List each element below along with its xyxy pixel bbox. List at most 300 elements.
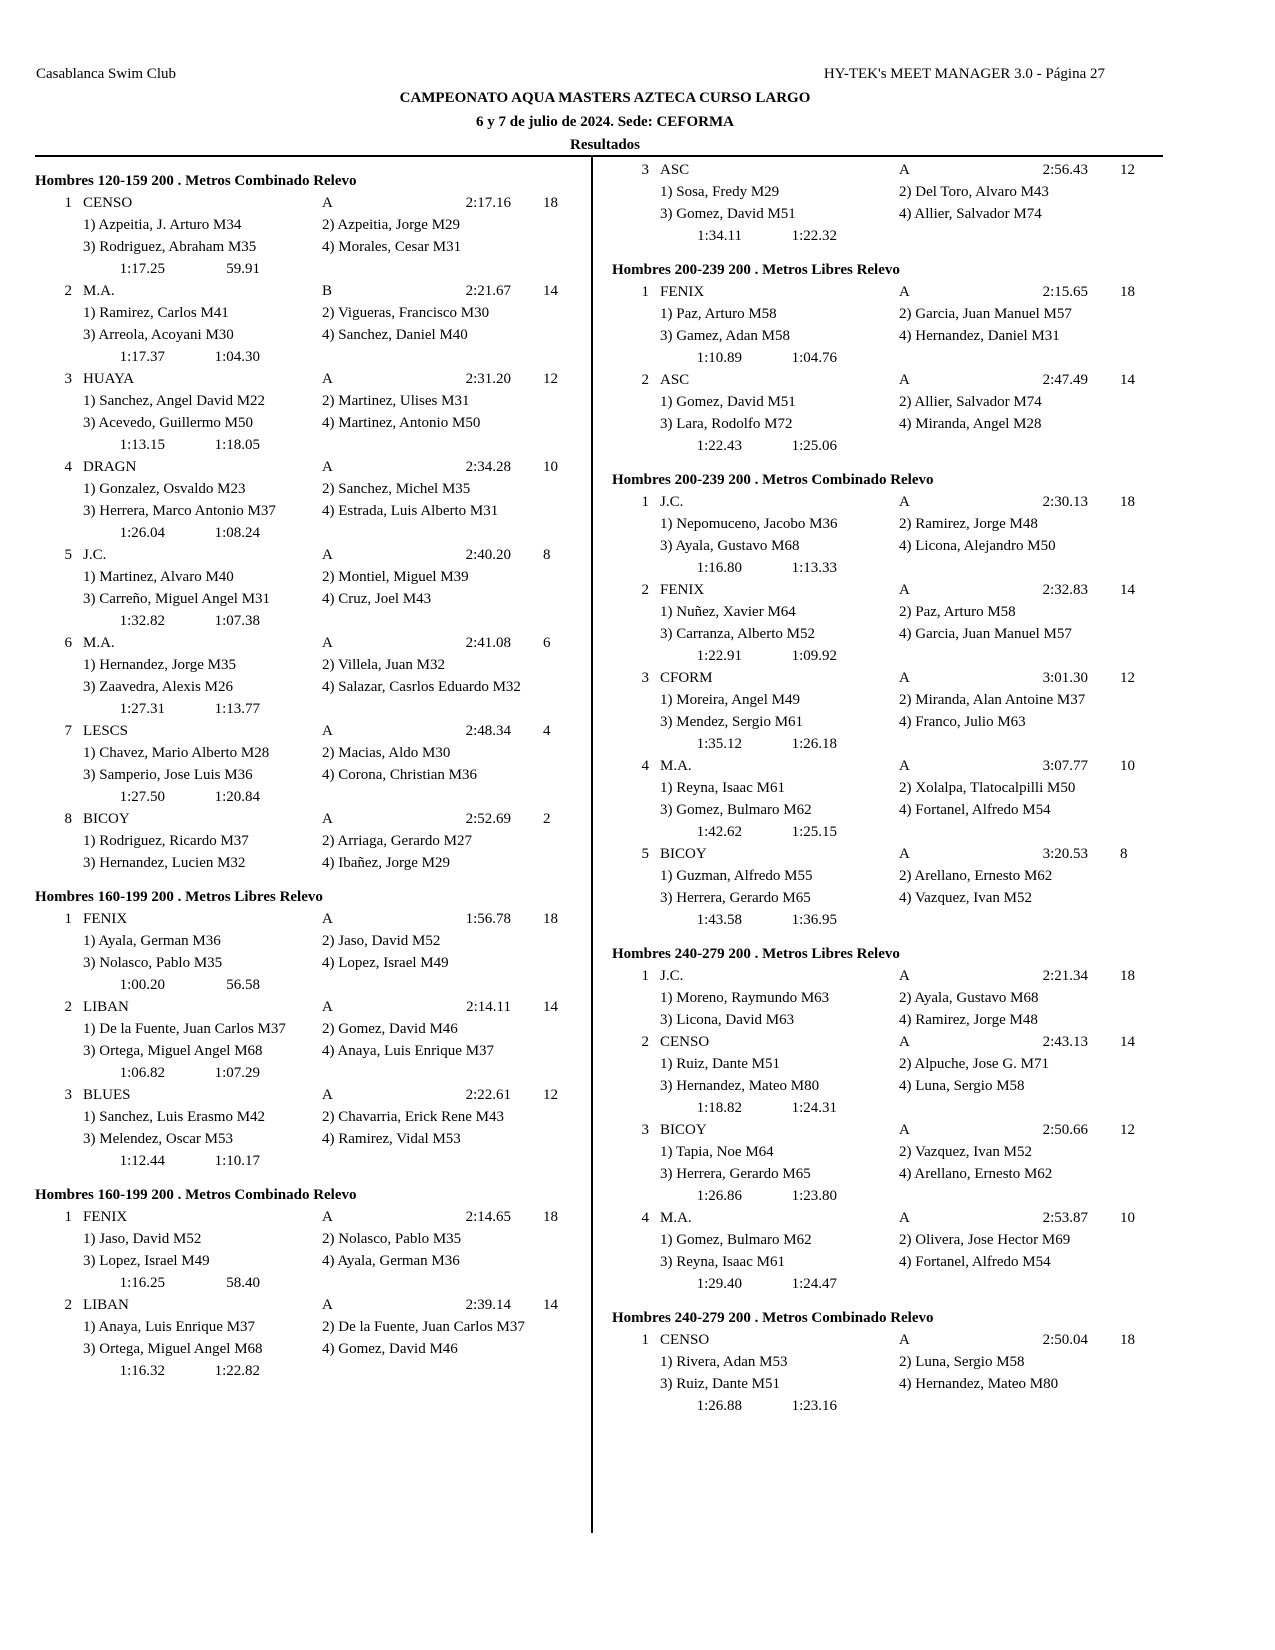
relay-points: 14 bbox=[543, 283, 558, 299]
splits-row bbox=[612, 1273, 1168, 1295]
swimmers-row bbox=[612, 711, 1168, 733]
relay-place: 3 bbox=[641, 670, 649, 686]
swimmers-row bbox=[35, 236, 591, 258]
swimmer-name: 1) Sanchez, Angel David M22 bbox=[83, 393, 266, 409]
relay-team: M.A. bbox=[83, 283, 115, 299]
swimmer-name: 2) Arriaga, Gerardo M27 bbox=[322, 833, 472, 849]
relay-points: 18 bbox=[543, 1209, 558, 1225]
swimmers-row bbox=[612, 1053, 1168, 1075]
relay-place: 2 bbox=[64, 283, 72, 299]
splits-row bbox=[612, 1395, 1168, 1417]
swimmer-name: 3) Rodriguez, Abraham M35 bbox=[83, 239, 257, 255]
relay-result-row bbox=[612, 491, 1168, 513]
swimmer-name: 2) Jaso, David M52 bbox=[322, 933, 441, 949]
swimmer-name: 1) Reyna, Isaac M61 bbox=[660, 780, 785, 796]
splits-row bbox=[35, 1272, 591, 1294]
swimmers-row bbox=[612, 689, 1168, 711]
relay-team: CENSO bbox=[660, 1332, 710, 1348]
swimmer-name: 2) Ramirez, Jorge M48 bbox=[899, 516, 1038, 532]
swimmer-name: 4) Salazar, Casrlos Eduardo M32 bbox=[322, 679, 521, 695]
swimmer-name: 3) Carreño, Miguel Angel M31 bbox=[83, 591, 271, 607]
swimmer-name: 3) Gomez, Bulmaro M62 bbox=[660, 802, 812, 818]
relay-relay: A bbox=[322, 547, 333, 563]
splits-row bbox=[35, 434, 591, 456]
swimmer-name: 3) Zaavedra, Alexis M26 bbox=[83, 679, 233, 695]
relay-result-row bbox=[35, 544, 591, 566]
swimmers-row bbox=[612, 777, 1168, 799]
relay-team: CFORM bbox=[660, 670, 713, 686]
swimmer-name: 1) De la Fuente, Juan Carlos M37 bbox=[83, 1021, 286, 1037]
swimmer-name: 3) Samperio, Jose Luis M36 bbox=[83, 767, 253, 783]
swimmers-row bbox=[612, 203, 1168, 225]
split-time: 1:12.44 bbox=[119, 1153, 165, 1169]
splits-row bbox=[612, 557, 1168, 579]
relay-relay: A bbox=[322, 911, 333, 927]
swimmers-row bbox=[35, 588, 591, 610]
swimmer-name: 2) Azpeitia, Jorge M29 bbox=[322, 217, 461, 233]
splits-row bbox=[35, 1150, 591, 1172]
split-time: 1:26.88 bbox=[696, 1398, 742, 1414]
split-time: 1:26.86 bbox=[696, 1188, 742, 1204]
split-time: 1:13.77 bbox=[214, 701, 260, 717]
split-time: 1:22.32 bbox=[791, 228, 837, 244]
swimmer-name: 1) Azpeitia, J. Arturo M34 bbox=[83, 217, 242, 233]
relay-relay: A bbox=[899, 968, 910, 984]
relay-time: 2:41.08 bbox=[465, 635, 511, 651]
relay-place: 3 bbox=[64, 371, 72, 387]
split-time: 1:16.80 bbox=[696, 560, 742, 576]
swimmer-name: 3) Ortega, Miguel Angel M68 bbox=[83, 1341, 263, 1357]
splits-row bbox=[612, 821, 1168, 843]
split-time: 1:16.32 bbox=[119, 1363, 165, 1379]
splits-row bbox=[612, 435, 1168, 457]
splits-row bbox=[35, 522, 591, 544]
swimmer-name: 1) Moreira, Angel M49 bbox=[660, 692, 800, 708]
swimmer-name: 1) Ayala, German M36 bbox=[83, 933, 221, 949]
swimmer-name: 4) Ayala, German M36 bbox=[322, 1253, 460, 1269]
relay-team: FENIX bbox=[83, 1209, 128, 1225]
splits-row bbox=[35, 786, 591, 808]
relay-place: 3 bbox=[641, 162, 649, 178]
swimmer-name: 3) Herrera, Gerardo M65 bbox=[660, 1166, 811, 1182]
swimmer-name: 4) Lopez, Israel M49 bbox=[322, 955, 449, 971]
swimmer-name: 4) Hernandez, Daniel M31 bbox=[899, 328, 1060, 344]
swimmer-name: 1) Sanchez, Luis Erasmo M42 bbox=[83, 1109, 266, 1125]
relay-result-row bbox=[612, 579, 1168, 601]
swimmer-name: 2) Miranda, Alan Antoine M37 bbox=[899, 692, 1086, 708]
swimmer-name: 2) Villela, Juan M32 bbox=[322, 657, 445, 673]
swimmer-name: 3) Licona, David M63 bbox=[660, 1012, 795, 1028]
column-divider bbox=[591, 156, 593, 1533]
swimmers-row bbox=[35, 1316, 591, 1338]
swimmers-row bbox=[612, 1351, 1168, 1373]
swimmer-name: 3) Nolasco, Pablo M35 bbox=[83, 955, 223, 971]
split-time: 1:18.05 bbox=[214, 437, 260, 453]
splits-row bbox=[612, 645, 1168, 667]
relay-relay: A bbox=[322, 371, 333, 387]
swimmer-name: 1) Tapia, Noe M64 bbox=[660, 1144, 774, 1160]
header-divider bbox=[35, 155, 1163, 157]
relay-relay: A bbox=[322, 1087, 333, 1103]
swimmer-name: 3) Melendez, Oscar M53 bbox=[83, 1131, 233, 1147]
relay-time: 2:30.13 bbox=[1042, 494, 1088, 510]
swimmers-row bbox=[612, 413, 1168, 435]
event-title: Hombres 240-279 200 . Metros Combinado Relevo bbox=[612, 1310, 934, 1326]
swimmers-row bbox=[35, 742, 591, 764]
swimmer-name: 1) Martinez, Alvaro M40 bbox=[83, 569, 234, 585]
split-time: 1:35.12 bbox=[696, 736, 742, 752]
swimmer-name: 4) Vazquez, Ivan M52 bbox=[899, 890, 1033, 906]
splits-row bbox=[612, 225, 1168, 247]
swimmers-row bbox=[612, 601, 1168, 623]
relay-time: 2:21.34 bbox=[1042, 968, 1088, 984]
split-time: 1:08.24 bbox=[214, 525, 260, 541]
relay-relay: A bbox=[899, 758, 910, 774]
relay-points: 2 bbox=[543, 811, 551, 827]
swimmer-name: 2) Montiel, Miguel M39 bbox=[322, 569, 469, 585]
swimmer-name: 1) Anaya, Luis Enrique M37 bbox=[83, 1319, 256, 1335]
swimmer-name: 1) Hernandez, Jorge M35 bbox=[83, 657, 237, 673]
splits-row bbox=[35, 1360, 591, 1382]
split-time: 1:10.89 bbox=[696, 350, 742, 366]
swimmers-row bbox=[35, 676, 591, 698]
relay-place: 1 bbox=[641, 968, 649, 984]
swimmer-name: 4) Anaya, Luis Enrique M37 bbox=[322, 1043, 495, 1059]
splits-row bbox=[35, 1062, 591, 1084]
swimmers-row bbox=[35, 1018, 591, 1040]
split-time: 1:43.58 bbox=[696, 912, 742, 928]
swimmers-row bbox=[35, 302, 591, 324]
relay-time: 2:32.83 bbox=[1042, 582, 1088, 598]
swimmers-row bbox=[612, 391, 1168, 413]
swimmer-name: 4) Fortanel, Alfredo M54 bbox=[899, 1254, 1051, 1270]
split-time: 1:17.25 bbox=[119, 261, 165, 277]
swimmer-name: 3) Reyna, Isaac M61 bbox=[660, 1254, 785, 1270]
swimmer-name: 2) Garcia, Juan Manuel M57 bbox=[899, 306, 1072, 322]
swimmer-name: 3) Lara, Rodolfo M72 bbox=[660, 416, 793, 432]
split-time: 1:26.04 bbox=[119, 525, 165, 541]
relay-result-row bbox=[35, 1206, 591, 1228]
swimmers-row bbox=[612, 865, 1168, 887]
swimmer-name: 1) Rodriguez, Ricardo M37 bbox=[83, 833, 249, 849]
splits-row bbox=[612, 347, 1168, 369]
relay-team: CENSO bbox=[83, 195, 133, 211]
relay-result-row bbox=[35, 1294, 591, 1316]
swimmer-name: 4) Gomez, David M46 bbox=[322, 1341, 458, 1357]
swimmers-row bbox=[35, 412, 591, 434]
relay-time: 2:14.11 bbox=[466, 999, 511, 1015]
results-column-right bbox=[612, 159, 1168, 1417]
relay-result-row bbox=[35, 996, 591, 1018]
relay-result-row bbox=[35, 456, 591, 478]
swimmer-name: 1) Ruiz, Dante M51 bbox=[660, 1056, 780, 1072]
relay-relay: A bbox=[899, 670, 910, 686]
relay-relay: A bbox=[899, 1034, 910, 1050]
split-time: 1:13.33 bbox=[791, 560, 837, 576]
relay-relay: A bbox=[322, 459, 333, 475]
split-time: 1:24.47 bbox=[791, 1276, 837, 1292]
relay-team: LIBAN bbox=[83, 1297, 129, 1313]
splits-row bbox=[35, 346, 591, 368]
relay-relay: A bbox=[322, 1209, 333, 1225]
relay-time: 2:48.34 bbox=[465, 723, 511, 739]
relay-points: 10 bbox=[1120, 1210, 1135, 1226]
relay-time: 2:40.20 bbox=[465, 547, 511, 563]
relay-relay: A bbox=[322, 999, 333, 1015]
relay-points: 8 bbox=[543, 547, 551, 563]
swimmer-name: 3) Arreola, Acoyani M30 bbox=[83, 327, 234, 343]
swimmer-name: 1) Ramirez, Carlos M41 bbox=[83, 305, 229, 321]
relay-relay: A bbox=[899, 1210, 910, 1226]
relay-team: LIBAN bbox=[83, 999, 129, 1015]
relay-place: 2 bbox=[64, 1297, 72, 1313]
relay-result-row bbox=[35, 632, 591, 654]
relay-points: 12 bbox=[543, 1087, 558, 1103]
relay-time: 2:34.28 bbox=[465, 459, 511, 475]
swimmers-row bbox=[35, 930, 591, 952]
relay-time: 2:50.66 bbox=[1042, 1122, 1088, 1138]
swimmer-name: 1) Gomez, David M51 bbox=[660, 394, 796, 410]
results-column-left bbox=[35, 159, 591, 1382]
relay-points: 18 bbox=[1120, 1332, 1135, 1348]
split-time: 1:06.82 bbox=[119, 1065, 165, 1081]
relay-team: BICOY bbox=[660, 1122, 707, 1138]
split-time: 1:22.91 bbox=[696, 648, 742, 664]
swimmer-name: 2) Vigueras, Francisco M30 bbox=[322, 305, 490, 321]
split-time: 1:20.84 bbox=[214, 789, 260, 805]
relay-time: 2:22.61 bbox=[465, 1087, 511, 1103]
swimmers-row bbox=[35, 566, 591, 588]
swimmers-row bbox=[612, 303, 1168, 325]
relay-team: FENIX bbox=[83, 911, 128, 927]
swimmer-name: 1) Gonzalez, Osvaldo M23 bbox=[83, 481, 246, 497]
swimmers-row bbox=[35, 214, 591, 236]
split-time: 1:07.29 bbox=[214, 1065, 260, 1081]
split-time: 1:22.43 bbox=[696, 438, 742, 454]
relay-place: 1 bbox=[64, 1209, 72, 1225]
relay-relay: A bbox=[322, 723, 333, 739]
relay-result-row bbox=[35, 808, 591, 830]
relay-result-row bbox=[612, 667, 1168, 689]
split-time: 1:29.40 bbox=[696, 1276, 742, 1292]
relay-relay: A bbox=[899, 1122, 910, 1138]
relay-points: 6 bbox=[543, 635, 551, 651]
relay-time: 2:14.65 bbox=[465, 1209, 511, 1225]
relay-points: 10 bbox=[543, 459, 558, 475]
swimmer-name: 2) Martinez, Ulises M31 bbox=[322, 393, 470, 409]
relay-place: 1 bbox=[64, 195, 72, 211]
relay-result-row bbox=[612, 1207, 1168, 1229]
splits-row bbox=[35, 698, 591, 720]
split-time: 1:07.38 bbox=[214, 613, 260, 629]
swimmer-name: 2) Allier, Salvador M74 bbox=[899, 394, 1042, 410]
split-time: 1:32.82 bbox=[119, 613, 165, 629]
split-time: 1:13.15 bbox=[119, 437, 165, 453]
swimmer-name: 1) Paz, Arturo M58 bbox=[660, 306, 777, 322]
relay-team: BLUES bbox=[83, 1087, 131, 1103]
swimmer-name: 4) Estrada, Luis Alberto M31 bbox=[322, 503, 499, 519]
swimmer-name: 2) De la Fuente, Juan Carlos M37 bbox=[322, 1319, 525, 1335]
swimmer-name: 4) Martinez, Antonio M50 bbox=[322, 415, 481, 431]
relay-relay: A bbox=[322, 811, 333, 827]
swimmer-name: 3) Hernandez, Mateo M80 bbox=[660, 1078, 820, 1094]
swimmer-name: 3) Lopez, Israel M49 bbox=[83, 1253, 210, 1269]
event-title: Hombres 160-199 200 . Metros Combinado Relevo bbox=[35, 1187, 357, 1203]
split-time: 1:34.11 bbox=[697, 228, 742, 244]
relay-points: 14 bbox=[1120, 372, 1135, 388]
swimmers-row bbox=[35, 764, 591, 786]
relay-place: 1 bbox=[64, 911, 72, 927]
swimmer-name: 2) Sanchez, Michel M35 bbox=[322, 481, 471, 497]
swimmer-name: 2) Gomez, David M46 bbox=[322, 1021, 458, 1037]
event-title: Hombres 120-159 200 . Metros Combinado Relevo bbox=[35, 173, 357, 189]
split-time: 1:09.92 bbox=[791, 648, 837, 664]
club-name: Casablanca Swim Club bbox=[36, 66, 176, 82]
relay-points: 18 bbox=[1120, 968, 1135, 984]
swimmer-name: 4) Cruz, Joel M43 bbox=[322, 591, 432, 607]
event-title: Hombres 160-199 200 . Metros Libres Relevo bbox=[35, 889, 323, 905]
swimmers-row bbox=[612, 1251, 1168, 1273]
split-time: 59.91 bbox=[226, 261, 260, 277]
section-title: Resultados bbox=[569, 137, 640, 153]
split-time: 1:04.76 bbox=[791, 350, 837, 366]
swimmers-row bbox=[35, 830, 591, 852]
swimmer-name: 4) Corona, Christian M36 bbox=[322, 767, 477, 783]
relay-team: ASC bbox=[660, 372, 690, 388]
swimmers-row bbox=[35, 1040, 591, 1062]
relay-team: CENSO bbox=[660, 1034, 710, 1050]
relay-points: 12 bbox=[543, 371, 558, 387]
swimmer-name: 2) Ayala, Gustavo M68 bbox=[899, 990, 1039, 1006]
swimmer-name: 4) Miranda, Angel M28 bbox=[899, 416, 1042, 432]
swimmer-name: 1) Jaso, David M52 bbox=[83, 1231, 202, 1247]
relay-result-row bbox=[612, 965, 1168, 987]
swimmers-row bbox=[35, 1338, 591, 1360]
swimmers-row bbox=[35, 324, 591, 346]
relay-time: 2:21.67 bbox=[465, 283, 511, 299]
swimmer-name: 4) Arellano, Ernesto M62 bbox=[899, 1166, 1053, 1182]
swimmers-row bbox=[35, 1228, 591, 1250]
relay-place: 8 bbox=[64, 811, 72, 827]
swimmers-row bbox=[612, 1163, 1168, 1185]
relay-points: 4 bbox=[543, 723, 551, 739]
relay-time: 2:47.49 bbox=[1042, 372, 1088, 388]
relay-relay: A bbox=[899, 372, 910, 388]
relay-points: 12 bbox=[1120, 1122, 1135, 1138]
swimmer-name: 4) Allier, Salvador M74 bbox=[899, 206, 1042, 222]
split-time: 58.40 bbox=[226, 1275, 260, 1291]
event-title: Hombres 200-239 200 . Metros Combinado Relevo bbox=[612, 472, 934, 488]
relay-result-row bbox=[35, 192, 591, 214]
relay-place: 4 bbox=[641, 1210, 649, 1226]
swimmer-name: 2) Chavarria, Erick Rene M43 bbox=[322, 1109, 505, 1125]
relay-place: 3 bbox=[64, 1087, 72, 1103]
splits-row bbox=[612, 1097, 1168, 1119]
relay-place: 5 bbox=[64, 547, 72, 563]
relay-relay: A bbox=[899, 846, 910, 862]
relay-points: 14 bbox=[1120, 1034, 1135, 1050]
split-time: 1:23.16 bbox=[791, 1398, 837, 1414]
swimmers-row bbox=[612, 1373, 1168, 1395]
swimmers-row bbox=[35, 852, 591, 874]
relay-points: 12 bbox=[1120, 670, 1135, 686]
swimmers-row bbox=[35, 500, 591, 522]
split-time: 1:23.80 bbox=[791, 1188, 837, 1204]
splits-row bbox=[612, 733, 1168, 755]
relay-team: FENIX bbox=[660, 284, 705, 300]
relay-time: 2:39.14 bbox=[465, 1297, 511, 1313]
swimmers-row bbox=[612, 1075, 1168, 1097]
relay-team: J.C. bbox=[660, 968, 684, 984]
split-time: 1:42.62 bbox=[696, 824, 742, 840]
swimmer-name: 3) Ortega, Miguel Angel M68 bbox=[83, 1043, 263, 1059]
relay-relay: B bbox=[322, 283, 333, 299]
relay-place: 3 bbox=[641, 1122, 649, 1138]
swimmer-name: 4) Fortanel, Alfredo M54 bbox=[899, 802, 1051, 818]
relay-relay: A bbox=[899, 1332, 910, 1348]
relay-time: 2:31.20 bbox=[465, 371, 511, 387]
swimmer-name: 1) Rivera, Adan M53 bbox=[660, 1354, 788, 1370]
swimmer-name: 4) Sanchez, Daniel M40 bbox=[322, 327, 468, 343]
split-time: 1:27.31 bbox=[119, 701, 165, 717]
splits-row bbox=[612, 1185, 1168, 1207]
swimmers-row bbox=[612, 513, 1168, 535]
software-page-label: HY-TEK's MEET MANAGER 3.0 - Página 27 bbox=[823, 66, 1105, 82]
relay-points: 18 bbox=[1120, 284, 1135, 300]
relay-team: FENIX bbox=[660, 582, 705, 598]
swimmer-name: 4) Morales, Cesar M31 bbox=[322, 239, 462, 255]
swimmers-row bbox=[35, 952, 591, 974]
swimmer-name: 3) Herrera, Gerardo M65 bbox=[660, 890, 811, 906]
relay-points: 18 bbox=[1120, 494, 1135, 510]
swimmer-name: 3) Acevedo, Guillermo M50 bbox=[83, 415, 253, 431]
relay-points: 8 bbox=[1120, 846, 1128, 862]
swimmers-row bbox=[612, 887, 1168, 909]
meet-subtitle: 6 y 7 de julio de 2024. Sede: CEFORMA bbox=[476, 114, 734, 130]
relay-time: 3:07.77 bbox=[1042, 758, 1088, 774]
splits-row bbox=[35, 974, 591, 996]
split-time: 1:00.20 bbox=[119, 977, 165, 993]
relay-place: 2 bbox=[641, 372, 649, 388]
split-time: 1:25.15 bbox=[791, 824, 837, 840]
relay-points: 14 bbox=[543, 1297, 558, 1313]
swimmer-name: 3) Gamez, Adan M58 bbox=[660, 328, 790, 344]
split-time: 1:17.37 bbox=[119, 349, 165, 365]
relay-time: 2:17.16 bbox=[465, 195, 511, 211]
splits-row bbox=[35, 258, 591, 280]
swimmers-row bbox=[35, 390, 591, 412]
relay-result-row bbox=[612, 755, 1168, 777]
relay-result-row bbox=[612, 1329, 1168, 1351]
split-time: 1:10.17 bbox=[214, 1153, 260, 1169]
relay-result-row bbox=[35, 908, 591, 930]
split-time: 1:36.95 bbox=[791, 912, 837, 928]
swimmer-name: 2) Vazquez, Ivan M52 bbox=[899, 1144, 1033, 1160]
swimmers-row bbox=[612, 987, 1168, 1009]
relay-result-row bbox=[612, 1119, 1168, 1141]
relay-team: HUAYA bbox=[83, 371, 135, 387]
swimmers-row bbox=[35, 654, 591, 676]
relay-result-row bbox=[35, 1084, 591, 1106]
relay-relay: A bbox=[899, 494, 910, 510]
relay-place: 1 bbox=[641, 494, 649, 510]
relay-team: DRAGN bbox=[83, 459, 137, 475]
swimmer-name: 2) Olivera, Jose Hector M69 bbox=[899, 1232, 1071, 1248]
swimmers-row bbox=[612, 1009, 1168, 1031]
relay-time: 1:56.78 bbox=[465, 911, 511, 927]
relay-result-row bbox=[35, 368, 591, 390]
relay-team: J.C. bbox=[660, 494, 684, 510]
